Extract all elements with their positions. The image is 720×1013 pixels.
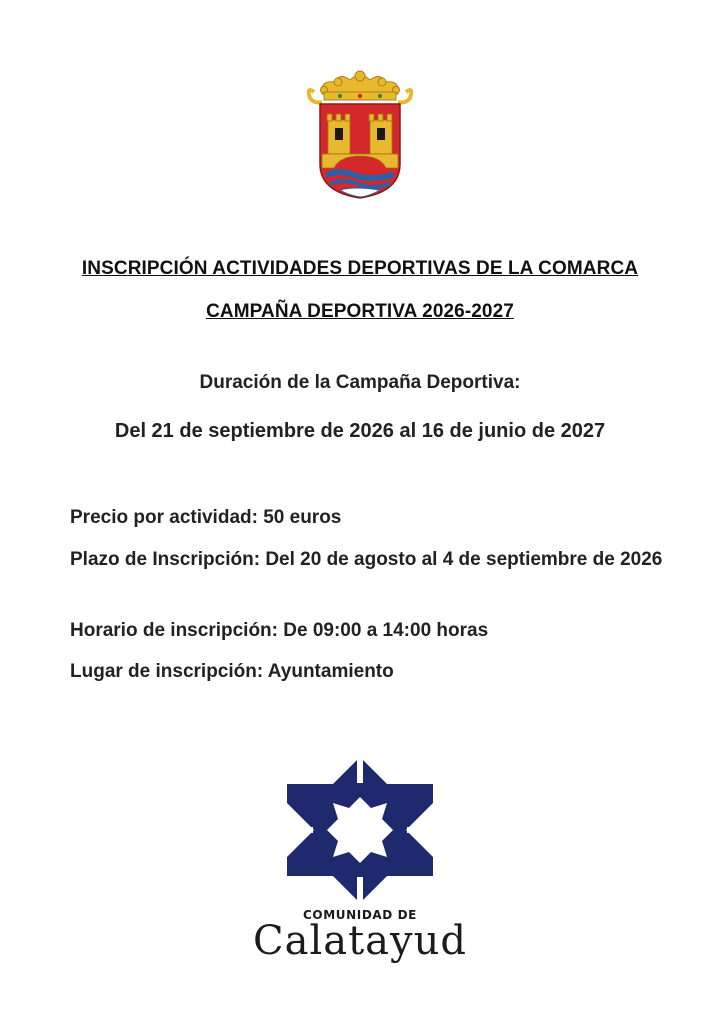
registration-period-text: Plazo de Inscripción: Del 20 de agosto al 4 de septiembre de 2026	[70, 549, 663, 570]
registration-hours-text: Horario de inscripción: De 09:00 a 14:00 horas	[70, 620, 489, 641]
comunidad-logo-icon	[287, 757, 433, 903]
logo-line-2: Calatayud	[253, 918, 467, 964]
price-line	[70, 504, 680, 532]
logo-line-1: COMUNIDAD DE	[303, 908, 417, 922]
registration-period-line	[70, 546, 680, 574]
duration-value: Del 21 de septiembre de 2026 al 16 de junio de 2027	[114, 420, 606, 442]
price-text: Precio por actividad: 50 euros	[70, 507, 342, 528]
coat-of-arms-icon	[300, 68, 420, 200]
crown-icon	[309, 71, 412, 103]
registration-place-line	[70, 658, 680, 686]
registration-place-text: Lugar de inscripción: Ayuntamiento	[70, 661, 394, 682]
registration-hours-line	[70, 617, 680, 645]
title-line-1: INSCRIPCIÓN ACTIVIDADES DEPORTIVAS DE LA COMARCA	[81, 258, 639, 279]
duration-label: Duración de la Campaña Deportiva:	[199, 372, 521, 393]
title-line-2: CAMPAÑA DEPORTIVA 2026-2027	[206, 301, 514, 322]
